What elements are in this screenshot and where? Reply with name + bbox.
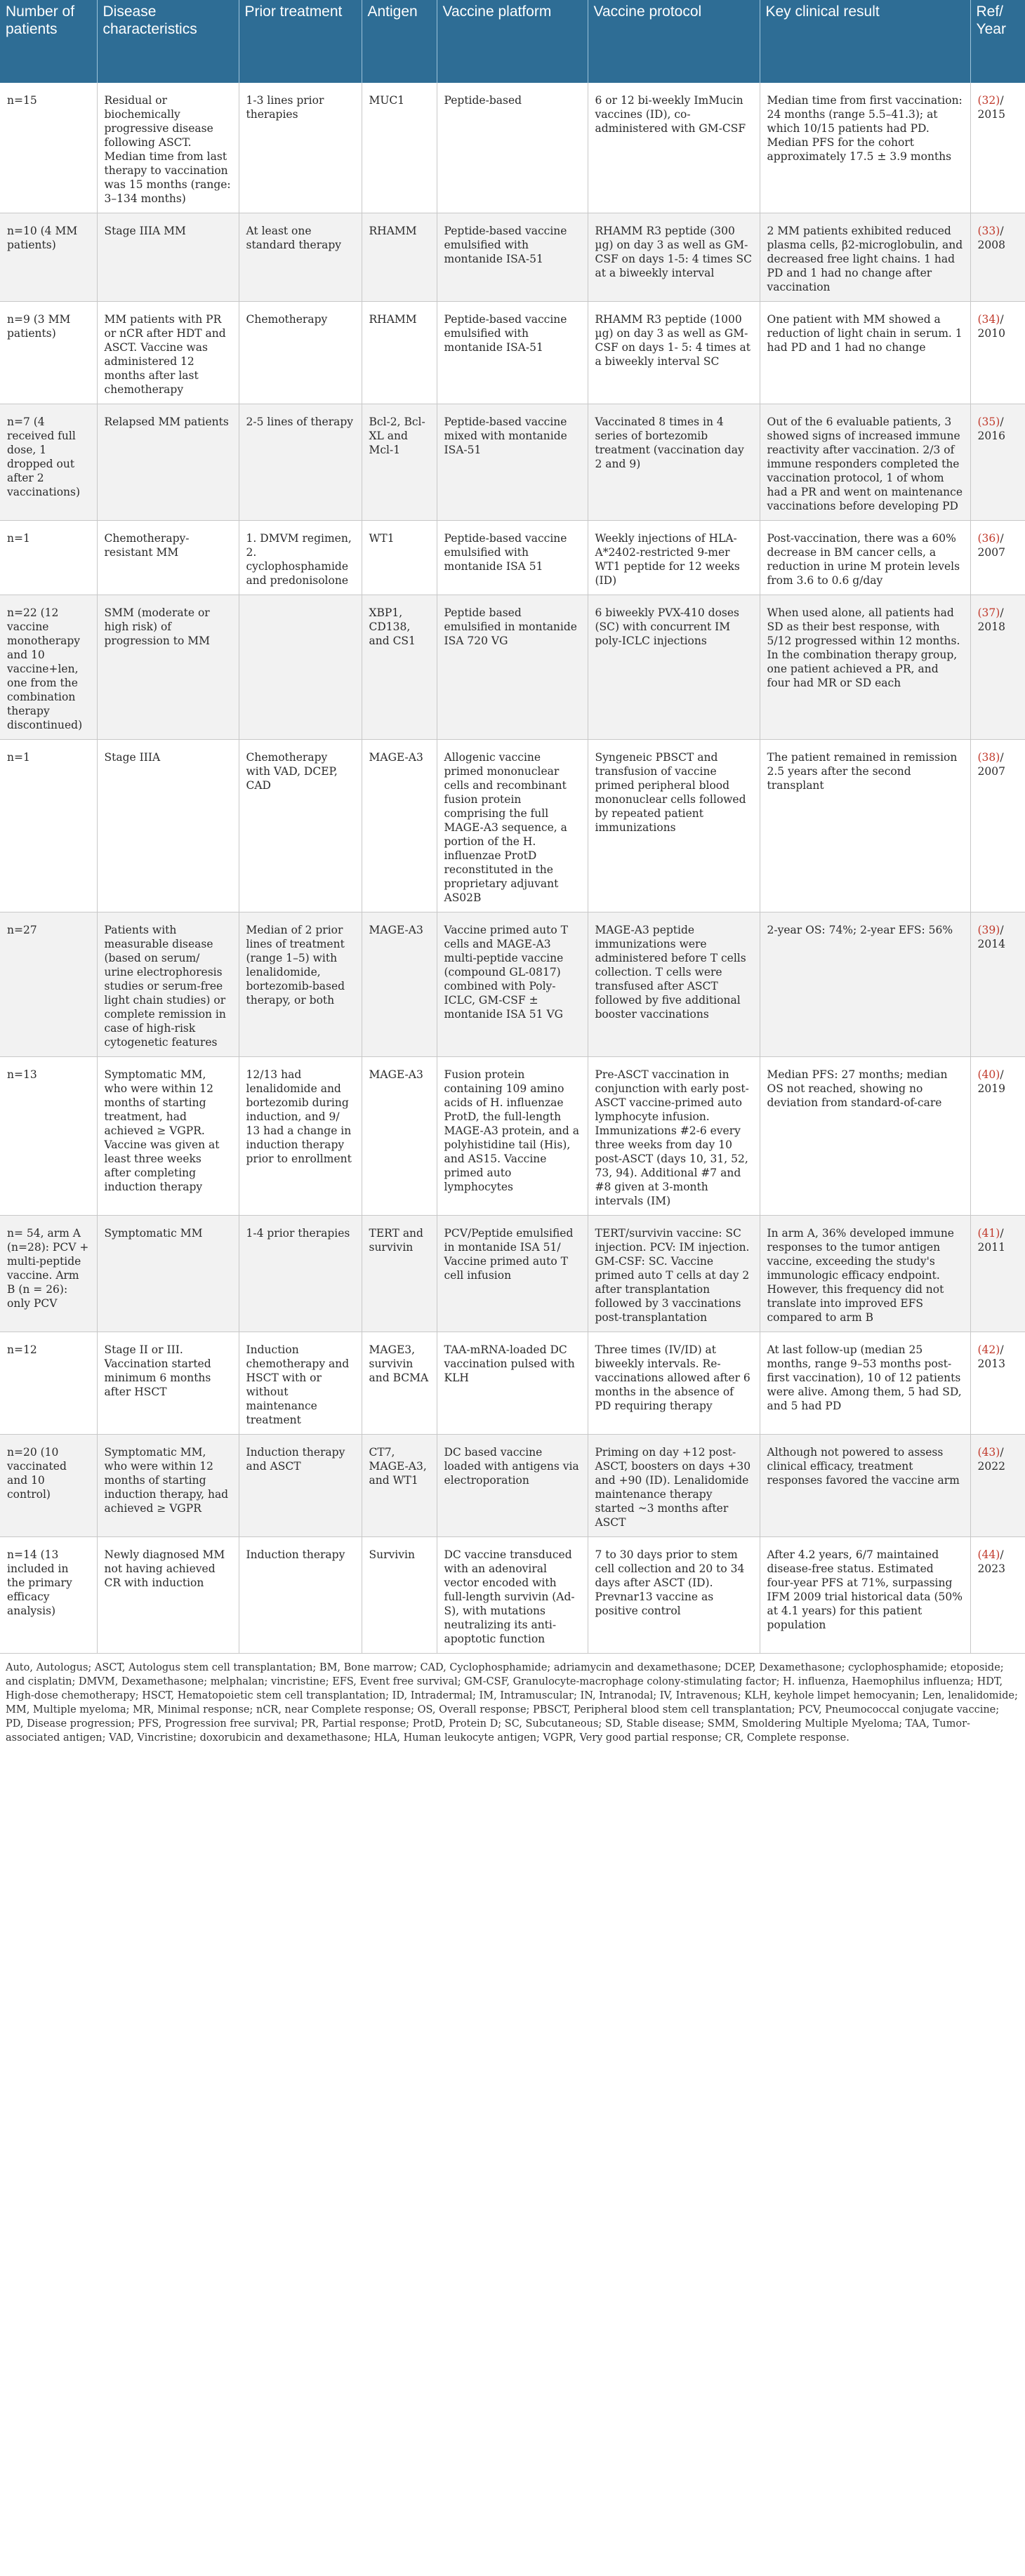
cell-vaccine-protocol: 6 or 12 bi-weekly ImMucin vaccines (ID), co-administered with GM-CSF [588, 83, 760, 213]
table-row [0, 404, 1025, 521]
header-ref-year: Ref/ Year [970, 0, 1025, 83]
cell-prior-treatment: Median of 2 prior lines of treatment (range 1–5) with lenalidomide, bortezomib-based therapy, or both [239, 912, 362, 1057]
header-key-clinical-result: Key clinical result [760, 0, 970, 83]
table-row [0, 521, 1025, 595]
cell-vaccine-platform: Peptide-based vaccine mixed with montanide ISA-51 [437, 404, 588, 521]
reference-link[interactable]: (37) [977, 606, 1000, 619]
cell-prior-treatment: 1-4 prior therapies [239, 1216, 362, 1332]
reference-link[interactable]: (36) [977, 532, 1000, 545]
cell-prior-treatment: 1. DMVM regimen, 2. cyclophosphamide and predonisolone [239, 521, 362, 595]
cell-vaccine-protocol: RHAMM R3 peptide (300 µg) on day 3 as well as GM-CSF on days 1-5: 4 times SC at a biweekly interval [588, 213, 760, 302]
header-vaccine-platform: Vaccine platform [437, 0, 588, 83]
cell-key-clinical-result: The patient remained in remission 2.5 years after the second transplant [760, 740, 970, 912]
cell-antigen: MUC1 [362, 83, 437, 213]
table-row [0, 1216, 1025, 1332]
header-number-of-patients: Number of patients [0, 0, 97, 83]
cell-number-of-patients: n=9 (3 MM patients) [0, 302, 97, 404]
table-row [0, 83, 1025, 213]
cell-vaccine-platform: DC based vaccine loaded with antigens via electroporation [437, 1435, 588, 1537]
cell-disease-characteristics: Residual or biochemically progressive disease following ASCT. Median time from last therapy to vaccination was 15 months (range: 3–134 months) [97, 83, 239, 213]
cell-antigen: RHAMM [362, 213, 437, 302]
cell-vaccine-platform: DC vaccine transduced with an adenoviral vector encoded with full-length survivin (Ad-S), with mutations neutralizing its anti-apoptotic function [437, 1537, 588, 1654]
publication-year: / 2016 [977, 416, 1005, 442]
cell-vaccine-protocol: RHAMM R3 peptide (1000 µg) on day 3 as well as GM-CSF on days 1- 5: 4 times at a biweekly interval SC [588, 302, 760, 404]
reference-link[interactable]: (35) [977, 416, 1000, 428]
header-disease-characteristics: Disease characteristics [97, 0, 239, 83]
header-prior-treatment: Prior treatment [239, 0, 362, 83]
cell-number-of-patients: n= 54, arm A (n=28): PCV + multi-peptide vaccine. Arm B (n = 26): only PCV [0, 1216, 97, 1332]
cell-key-clinical-result: Out of the 6 evaluable patients, 3 showed signs of increased immune reactivity after vaccination. 2/3 of immune responders completed the vaccination protocol, 1 of whom had a PR and went on maintenance vaccinations before developing PD [760, 404, 970, 521]
cell-ref-year [970, 302, 1025, 404]
table-body [0, 83, 1025, 1654]
cell-antigen: WT1 [362, 521, 437, 595]
reference-link[interactable]: (34) [977, 313, 1000, 326]
table-row [0, 1332, 1025, 1435]
reference-link[interactable]: (42) [977, 1343, 1000, 1356]
reference-link[interactable]: (33) [977, 225, 1000, 237]
cell-vaccine-platform: Vaccine primed auto T cells and MAGE-A3 multi-peptide vaccine (compound GL-0817) combined with Poly-ICLC, GM-CSF ± montanide ISA 51 VG [437, 912, 588, 1057]
cell-ref-year [970, 404, 1025, 521]
cell-key-clinical-result: Median PFS: 27 months; median OS not reached, showing no deviation from standard-of-care [760, 1057, 970, 1216]
cell-antigen: MAGE-A3 [362, 912, 437, 1057]
publication-year: / 2018 [977, 606, 1005, 633]
cell-prior-treatment: Induction chemotherapy and HSCT with or without maintenance treatment [239, 1332, 362, 1435]
cell-vaccine-platform: Fusion protein containing 109 amino acids of H. influenzae ProtD, the full-length MAGE-A3 protein, and a polyhistidine tail (His), and AS15. Vaccine primed auto lymphocytes [437, 1057, 588, 1216]
reference-link[interactable]: (41) [977, 1227, 1000, 1240]
cell-vaccine-platform: Peptide based emulsified in montanide ISA 720 VG [437, 595, 588, 740]
cell-vaccine-platform: Peptide-based [437, 83, 588, 213]
cell-prior-treatment: 2-5 lines of therapy [239, 404, 362, 521]
cell-ref-year [970, 1216, 1025, 1332]
cell-vaccine-protocol: TERT/survivin vaccine: SC injection. PCV: IM injection. GM-CSF: SC. Vaccine primed auto T cells at day 2 after transplantation followed by 3 vaccinations post-transplantation [588, 1216, 760, 1332]
cell-key-clinical-result: After 4.2 years, 6/7 maintained disease-free status. Estimated four-year PFS at 71%, surpassing IFM 2009 trial historical data (50% at 4.1 years) for this patient population [760, 1537, 970, 1654]
publication-year: / 2007 [977, 532, 1005, 559]
cell-vaccine-platform: Peptide-based vaccine emulsified with montanide ISA-51 [437, 302, 588, 404]
cell-antigen: RHAMM [362, 302, 437, 404]
cell-vaccine-platform: Peptide-based vaccine emulsified with montanide ISA-51 [437, 213, 588, 302]
cell-number-of-patients: n=1 [0, 740, 97, 912]
cell-number-of-patients: n=27 [0, 912, 97, 1057]
cell-vaccine-protocol: Syngeneic PBSCT and transfusion of vaccine primed peripheral blood mononuclear cells followed by repeated patient immunizations [588, 740, 760, 912]
cell-ref-year [970, 1332, 1025, 1435]
reference-link[interactable]: (44) [977, 1548, 1000, 1561]
cell-disease-characteristics: MM patients with PR or nCR after HDT and ASCT. Vaccine was administered 12 months after last chemotherapy [97, 302, 239, 404]
cell-vaccine-protocol: Three times (IV/ID) at biweekly intervals. Re-vaccinations allowed after 6 months in the absence of PD requiring therapy [588, 1332, 760, 1435]
cell-key-clinical-result: 2-year OS: 74%; 2-year EFS: 56% [760, 912, 970, 1057]
publication-year: / 2023 [977, 1548, 1005, 1575]
cell-disease-characteristics: Symptomatic MM, who were within 12 months of starting treatment, had achieved ≥ VGPR. Vaccine was given at least three weeks after completing induction therapy [97, 1057, 239, 1216]
cell-ref-year [970, 1057, 1025, 1216]
cell-number-of-patients: n=1 [0, 521, 97, 595]
cell-ref-year [970, 521, 1025, 595]
cell-disease-characteristics: Patients with measurable disease (based on serum/ urine electrophoresis studies or serum-free light chain studies) or complete remission in case of high-risk cytogenetic features [97, 912, 239, 1057]
cell-key-clinical-result: Post-vaccination, there was a 60% decrease in BM cancer cells, a reduction in urine M protein levels from 3.6 to 0.6 g/day [760, 521, 970, 595]
cell-vaccine-protocol: Pre-ASCT vaccination in conjunction with early post-ASCT vaccine-primed auto lymphocyte infusion. Immunizations #2-6 every three weeks from day 10 post-ASCT (days 10, 31, 52, 73, 94). Additional #7 and #8 given at 3-month intervals (IM) [588, 1057, 760, 1216]
cell-disease-characteristics: Stage IIIA MM [97, 213, 239, 302]
cell-antigen: MAGE-A3 [362, 1057, 437, 1216]
cell-prior-treatment: Chemotherapy [239, 302, 362, 404]
cell-antigen: XBP1, CD138, and CS1 [362, 595, 437, 740]
publication-year: / 2010 [977, 313, 1005, 340]
cell-vaccine-platform: Allogenic vaccine primed mononuclear cells and recombinant fusion protein comprising the full MAGE-A3 sequence, a portion of the H. influenzae ProtD reconstituted in the proprietary adjuvant AS02B [437, 740, 588, 912]
cell-number-of-patients: n=15 [0, 83, 97, 213]
header-vaccine-protocol: Vaccine protocol [588, 0, 760, 83]
table-row [0, 1057, 1025, 1216]
header-antigen: Antigen [362, 0, 437, 83]
cell-vaccine-protocol: Vaccinated 8 times in 4 series of bortezomib treatment (vaccination day 2 and 9) [588, 404, 760, 521]
publication-year: / 2019 [977, 1068, 1005, 1095]
cell-ref-year [970, 595, 1025, 740]
table-row [0, 1537, 1025, 1654]
cell-key-clinical-result: At last follow-up (median 25 months, range 9–53 months post-first vaccination), 10 of 12 patients were alive. Among them, 5 had SD, and 5 had PD [760, 1332, 970, 1435]
cell-disease-characteristics: Stage II or III. Vaccination started minimum 6 months after HSCT [97, 1332, 239, 1435]
cell-disease-characteristics: Chemotherapy-resistant MM [97, 521, 239, 595]
cell-antigen: TERT and survivin [362, 1216, 437, 1332]
cell-number-of-patients: n=10 (4 MM patients) [0, 213, 97, 302]
cell-key-clinical-result: 2 MM patients exhibited reduced plasma cells, β2-microglobulin, and decreased free light chains. 1 had PD and 1 had no change after vaccination [760, 213, 970, 302]
publication-year: / 2015 [977, 94, 1005, 121]
cell-number-of-patients: n=7 (4 received full dose, 1 dropped out after 2 vaccinations) [0, 404, 97, 521]
cell-disease-characteristics: Stage IIIA [97, 740, 239, 912]
publication-year: / 2013 [977, 1343, 1005, 1370]
cell-disease-characteristics: Symptomatic MM, who were within 12 months of starting induction therapy, had achieved ≥ VGPR [97, 1435, 239, 1537]
table-row [0, 213, 1025, 302]
publication-year: / 2014 [977, 924, 1005, 950]
reference-link[interactable]: (43) [977, 1446, 1000, 1459]
cell-vaccine-protocol: 7 to 30 days prior to stem cell collection and 20 to 34 days after ASCT (ID). Prevnar13 vaccine as positive control [588, 1537, 760, 1654]
publication-year: / 2007 [977, 751, 1005, 778]
cell-key-clinical-result: Median time from first vaccination: 24 months (range 5.5–41.3); at which 10/15 patients had PD. Median PFS for the cohort approximately 17.5 ± 3.9 months [760, 83, 970, 213]
cell-antigen: Bcl-2, Bcl-XL and Mcl-1 [362, 404, 437, 521]
cell-key-clinical-result: When used alone, all patients had SD as their best response, with 5/12 progressed within 12 months. In the combination therapy group, one patient achieved a PR, and four had MR or SD each [760, 595, 970, 740]
cell-key-clinical-result: In arm A, 36% developed immune responses to the tumor antigen vaccine, exceeding the study's immunologic efficacy endpoint. However, this frequency did not translate into improved EFS compared to arm B [760, 1216, 970, 1332]
cell-prior-treatment: At least one standard therapy [239, 213, 362, 302]
cell-prior-treatment: 1-3 lines prior therapies [239, 83, 362, 213]
cell-antigen: MAGE3, survivin and BCMA [362, 1332, 437, 1435]
cell-ref-year [970, 83, 1025, 213]
cell-disease-characteristics: Relapsed MM patients [97, 404, 239, 521]
cell-prior-treatment: Induction therapy [239, 1537, 362, 1654]
table-row [0, 740, 1025, 912]
cell-ref-year [970, 912, 1025, 1057]
reference-link[interactable]: (32) [977, 94, 1000, 107]
cell-ref-year [970, 740, 1025, 912]
cell-number-of-patients: n=13 [0, 1057, 97, 1216]
cell-vaccine-protocol: Weekly injections of HLA-A*2402-restricted 9-mer WT1 peptide for 12 weeks (ID) [588, 521, 760, 595]
reference-link[interactable]: (40) [977, 1068, 1000, 1081]
table-row [0, 595, 1025, 740]
cell-antigen: MAGE-A3 [362, 740, 437, 912]
cell-key-clinical-result: Although not powered to assess clinical efficacy, treatment responses favored the vaccine arm [760, 1435, 970, 1537]
cell-prior-treatment: 12/13 had lenalidomide and bortezomib during induction, and 9/ 13 had a change in induction therapy prior to enrollment [239, 1057, 362, 1216]
cell-number-of-patients: n=20 (10 vaccinated and 10 control) [0, 1435, 97, 1537]
cell-disease-characteristics: SMM (moderate or high risk) of progression to MM [97, 595, 239, 740]
cell-number-of-patients: n=22 (12 vaccine monotherapy and 10 vaccine+len, one from the combination therapy discontinued) [0, 595, 97, 740]
cell-disease-characteristics: Newly diagnosed MM not having achieved CR with induction [97, 1537, 239, 1654]
publication-year: / 2022 [977, 1446, 1005, 1473]
cell-number-of-patients: n=14 (13 included in the primary efficacy analysis) [0, 1537, 97, 1654]
table-header [0, 0, 1025, 83]
cell-prior-treatment: Induction therapy and ASCT [239, 1435, 362, 1537]
cell-number-of-patients: n=12 [0, 1332, 97, 1435]
cell-ref-year [970, 1435, 1025, 1537]
publication-year: / 2011 [977, 1227, 1005, 1254]
table-row [0, 912, 1025, 1057]
cell-vaccine-platform: PCV/Peptide emulsified in montanide ISA 51/ Vaccine primed auto T cell infusion [437, 1216, 588, 1332]
cell-ref-year [970, 1537, 1025, 1654]
cell-antigen: Survivin [362, 1537, 437, 1654]
publication-year: / 2008 [977, 225, 1005, 251]
cell-key-clinical-result: One patient with MM showed a reduction of light chain in serum. 1 had PD and 1 had no change [760, 302, 970, 404]
cell-prior-treatment [239, 595, 362, 740]
abbreviations-footnote: Auto, Autologus; ASCT, Autologus stem cell transplantation; BM, Bone marrow; CAD, Cyclophosphamide; adriamycin and dexamethasone; DCEP, Dexamethasone; cyclophosphamide; etoposide; and cisplatin; DMVM, Dexamethasone; melphalan; vincristine; EFS, Event free survival; GM-CSF, Granulocyte-macrophage colony-stimulating factor; H. influenza, Haemophilus influenza; HDT, High-dose chemotherapy; HSCT, Hematopoietic stem cell transplantation; ID, Intradermal; IM, Intramuscular; IN, Intranodal; IV, Intravenous; KLH, keyhole limpet hemocyanin; Len, lenalidomide; MM, Multiple myeloma; MR, Minimal response; nCR, near Complete response; OS, Overall response; PBSCT, Peripheral blood stem cell transplantation; PCV, Pneumococcal conjugate vaccine; PD, Disease progression; PFS, Progression free survival; PR, Partial response; ProtD, Protein D; SC, Subcutaneous; SD, Stable disease; SMM, Smoldering Multiple Myeloma; TAA, Tumor-associated antigen; VAD, Vincristine; doxorubicin and dexamethasone; HLA, Human leukocyte antigen; VGPR, Very good partial response; CR, Complete response. [6, 1662, 1018, 1744]
header-row [0, 0, 1025, 83]
table-row [0, 1435, 1025, 1537]
cell-vaccine-protocol: Priming on day +12 post-ASCT, boosters on days +30 and +90 (ID). Lenalidomide maintenance therapy started ~3 months after ASCT [588, 1435, 760, 1537]
table-row [0, 302, 1025, 404]
cell-prior-treatment: Chemotherapy with VAD, DCEP, CAD [239, 740, 362, 912]
cell-vaccine-platform: Peptide-based vaccine emulsified with montanide ISA 51 [437, 521, 588, 595]
reference-link[interactable]: (39) [977, 924, 1000, 936]
cell-antigen: CT7, MAGE-A3, and WT1 [362, 1435, 437, 1537]
cell-vaccine-protocol: 6 biweekly PVX-410 doses (SC) with concurrent IM poly-ICLC injections [588, 595, 760, 740]
cell-vaccine-platform: TAA-mRNA-loaded DC vaccination pulsed with KLH [437, 1332, 588, 1435]
cell-disease-characteristics: Symptomatic MM [97, 1216, 239, 1332]
cell-vaccine-protocol: MAGE-A3 peptide immunizations were administered before T cells collection. T cells were transfused after ASCT followed by five additional booster vaccinations [588, 912, 760, 1057]
cell-ref-year [970, 213, 1025, 302]
reference-link[interactable]: (38) [977, 751, 1000, 764]
